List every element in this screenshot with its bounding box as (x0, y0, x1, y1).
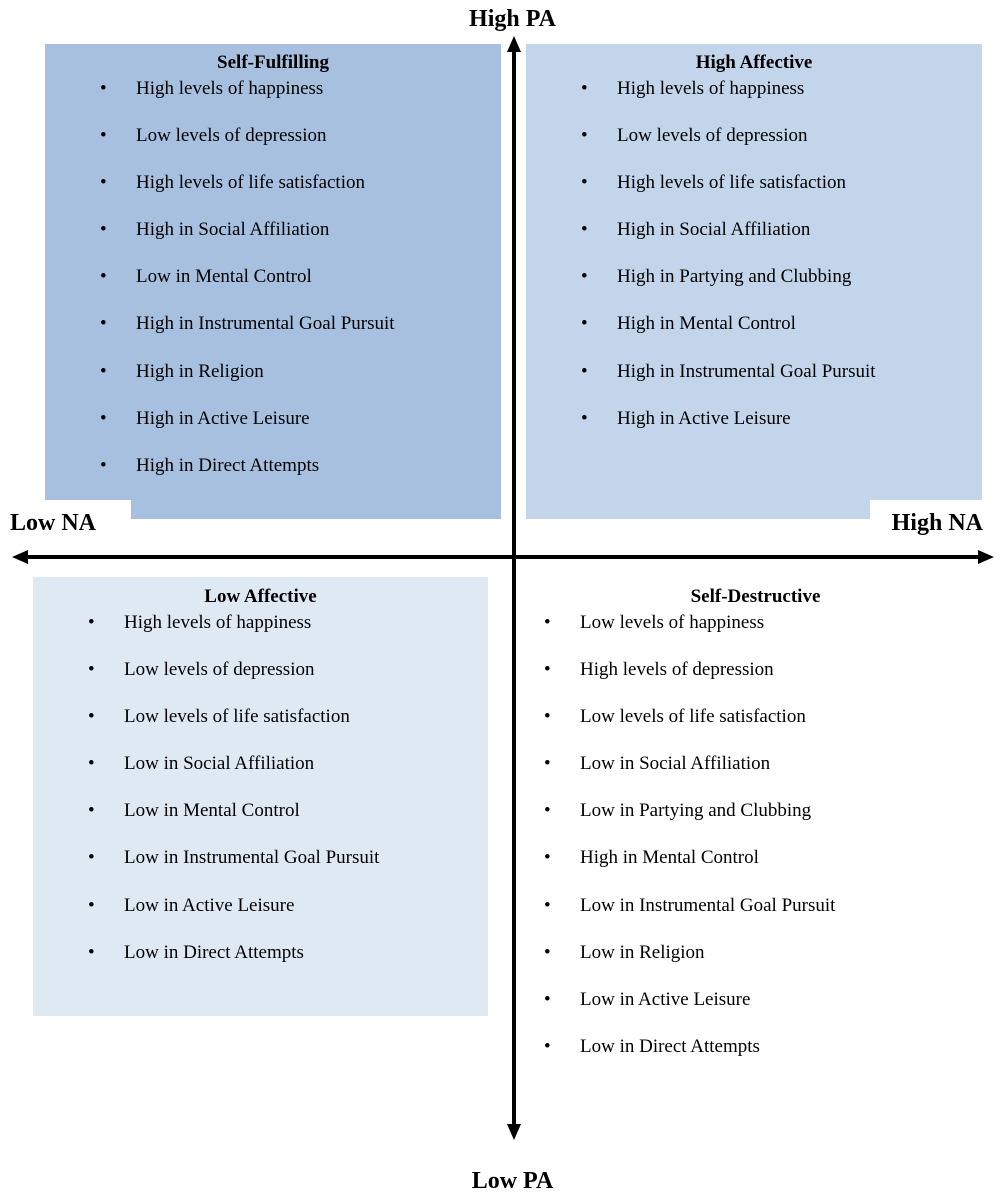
bullet-icon: • (581, 219, 588, 241)
bullet-icon: • (100, 313, 107, 335)
bullet-icon: • (100, 454, 107, 476)
bullet-icon: • (581, 407, 588, 429)
bullet-icon: • (581, 266, 588, 288)
bullet-icon: • (100, 78, 107, 99)
bullet-icon: • (544, 753, 551, 775)
bullet-icon: • (544, 847, 551, 869)
bullet-icon: • (544, 894, 551, 916)
bullet-icon: • (88, 941, 95, 963)
quadrant-low-affective: Low Affective • High levels of happiness • Low levels of depression • Low levels of life satisfaction • Low in Social Affiliation • Low in Mental Control • Low in Instrumental Goal Pursuit • Low in Active Leisure • Low in Direct Attempts (33, 534, 488, 1016)
bullet-icon: • (100, 219, 107, 241)
axis-label-low-pa: Low PA (471, 1168, 554, 1194)
bullet-icon: • (88, 706, 95, 728)
bullet-icon: • (100, 360, 107, 382)
arrow-up-icon (507, 36, 521, 52)
axis-label-high-na: High NA (891, 510, 983, 536)
bullet-icon: • (544, 941, 551, 963)
bullet-icon: • (88, 800, 95, 822)
quadrant-title: High Affective (695, 52, 813, 73)
quadrant-title: Low Affective (204, 586, 317, 607)
quadrant-self-fulfilling: Self-Fulfilling • High levels of happiness • Low levels of depression • High levels of life satisfaction • High in Social Affiliation • Low in Mental Control • High in Instrumental Goal Pursuit • High in Religion • High in Active Leisure • High in Direct Attempts (45, 0, 501, 520)
bullet-icon: • (544, 988, 551, 1010)
bullet-icon: • (88, 894, 95, 916)
quadrant-high-affective: High Affective • High levels of happiness • Low levels of depression • High levels of life satisfaction • High in Social Affiliation • High in Partying and Clubbing • High in Mental Control • High in Instrumental Goal Pursuit • High in Active Leisure (526, 0, 982, 520)
bullet-icon: • (581, 172, 588, 194)
arrow-left-icon (12, 550, 28, 564)
bullet-icon: • (581, 360, 588, 382)
axis-label-high-pa: High PA (469, 6, 556, 32)
bullet-icon: • (100, 125, 107, 147)
axis-label-low-na: Low NA (10, 510, 97, 536)
bullet-icon: • (544, 706, 551, 728)
bullet-icon: • (581, 78, 588, 99)
bullet-icon: • (88, 612, 95, 633)
arrow-down-icon (507, 1124, 521, 1140)
bullet-icon: • (100, 172, 107, 194)
arrow-right-icon (978, 550, 994, 564)
bullet-icon: • (544, 659, 551, 681)
bullet-icon: • (100, 407, 107, 429)
bullet-icon: • (100, 266, 107, 288)
quadrant-self-destructive: Self-Destructive • Low levels of happiness • High levels of depression • Low levels of life satisfaction • Low in Social Affiliation • Low in Partying and Clubbing • High in Mental Control • Low in Instrumental Goal Pursuit • Low in Religion • Low in Active Leisure • Low in Direct Attempts (528, 534, 983, 1074)
bullet-icon: • (581, 125, 588, 147)
bullet-icon: • (88, 659, 95, 681)
bullet-icon: • (544, 612, 551, 633)
quadrant-title: Self-Destructive (690, 586, 821, 607)
bullet-icon: • (544, 1035, 551, 1057)
bullet-icon: • (544, 800, 551, 822)
bullet-icon: • (581, 313, 588, 335)
bullet-icon: • (88, 847, 95, 869)
bullet-icon: • (88, 753, 95, 775)
quadrant-title: Self-Fulfilling (217, 52, 329, 73)
